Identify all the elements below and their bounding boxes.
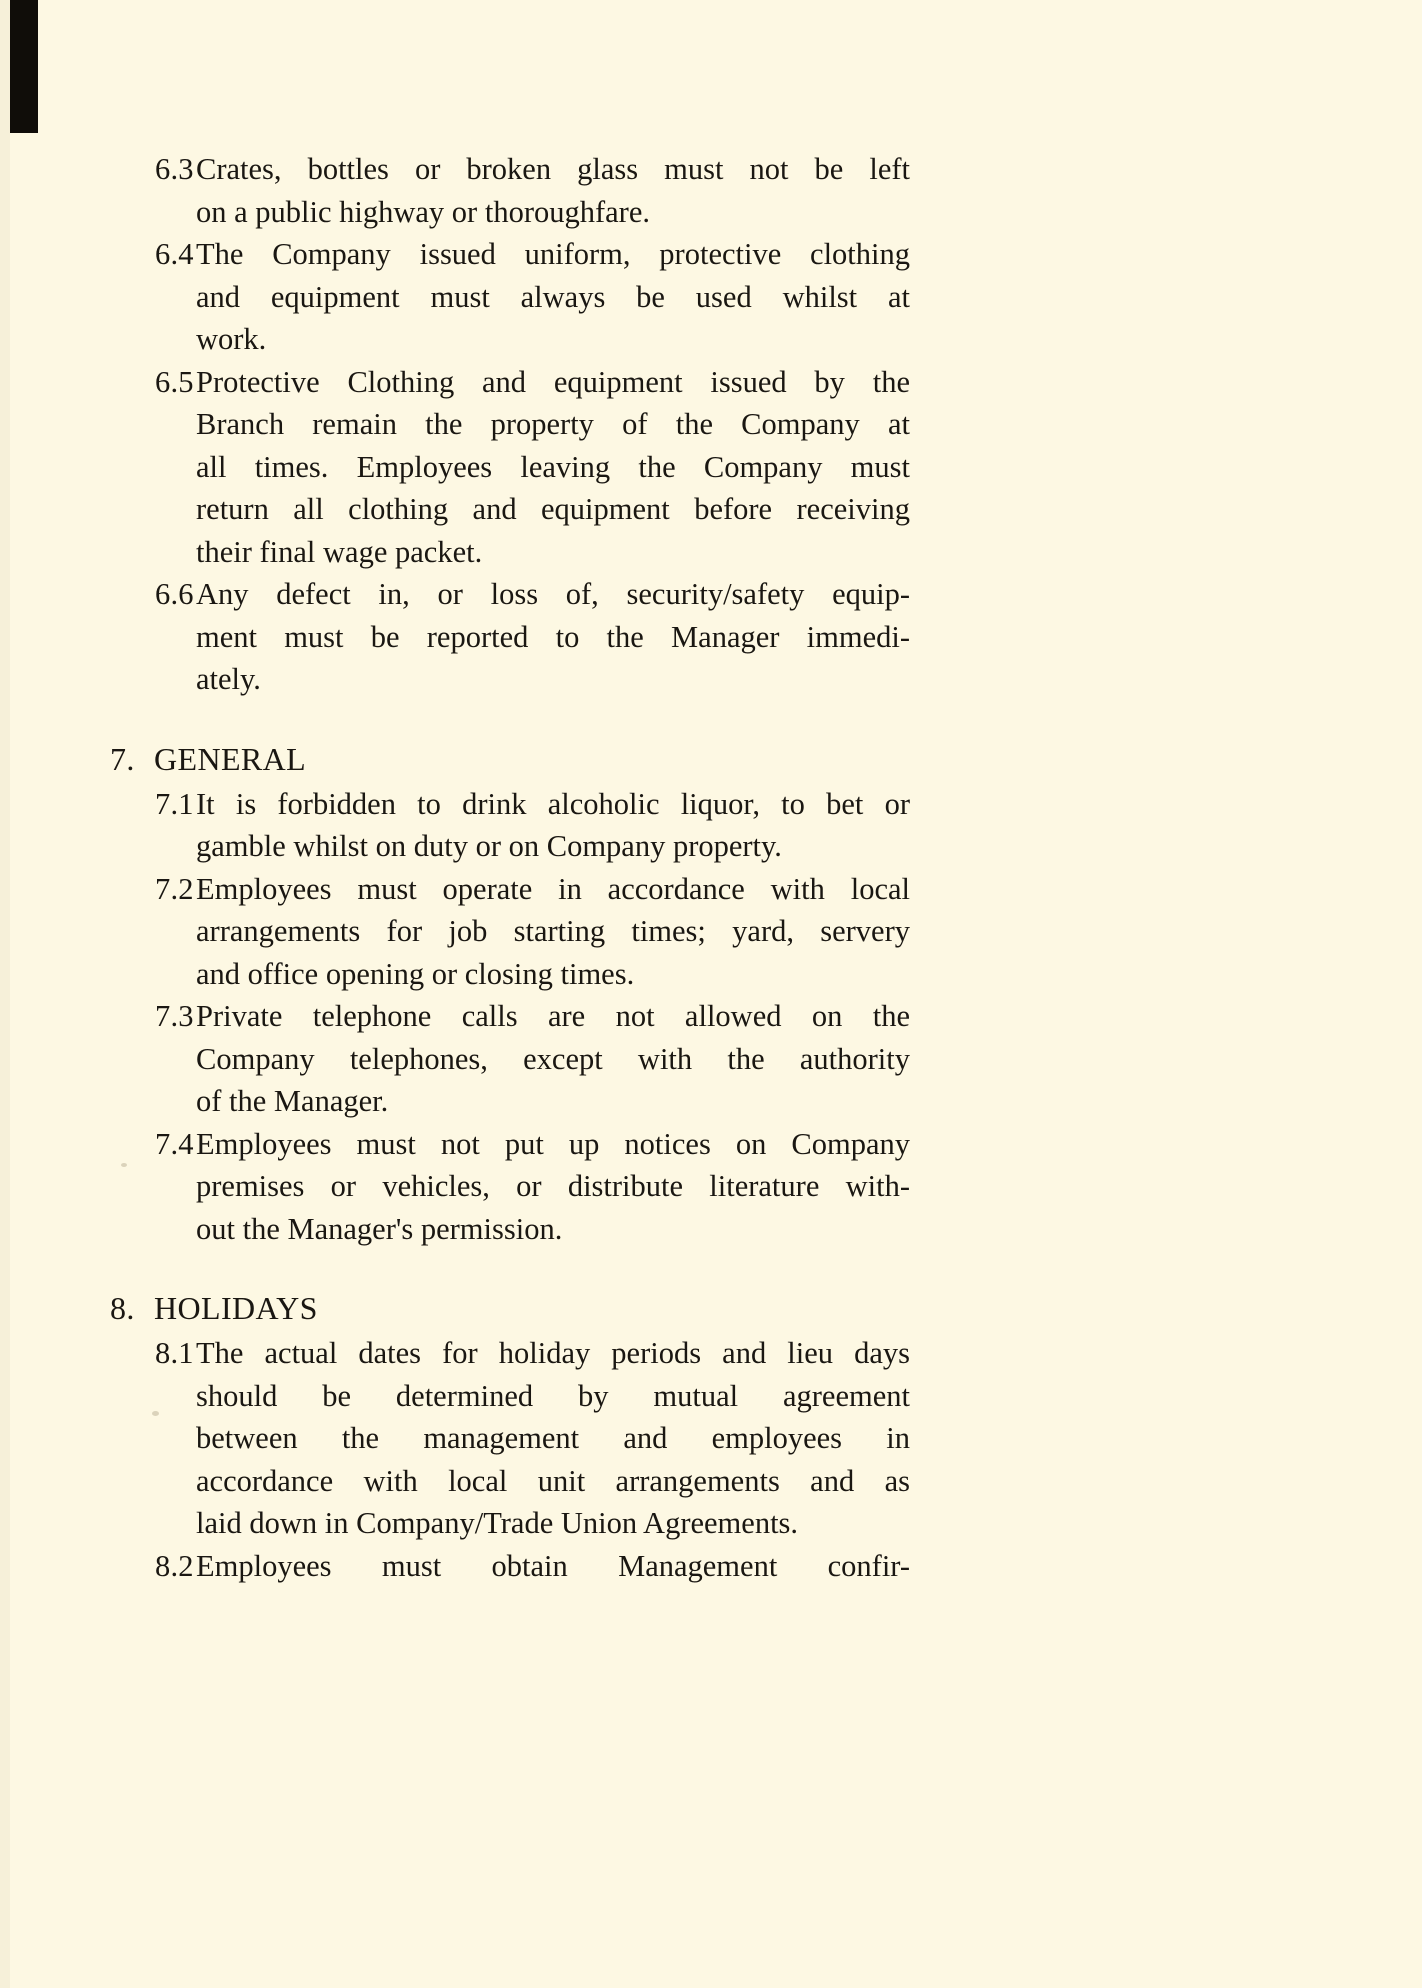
clause-6-6 xyxy=(110,573,910,701)
section-title: GENERAL xyxy=(154,740,307,777)
clause-line: gamble whilst on duty or on Company property. xyxy=(196,829,782,863)
clause-text xyxy=(196,233,910,361)
section-title: HOLIDAYS xyxy=(154,1290,318,1326)
document-body xyxy=(110,148,910,1587)
section-heading-7 xyxy=(110,737,910,781)
clause-text xyxy=(196,995,910,1123)
page-left-margin xyxy=(0,0,10,1988)
clause-line: out the Manager's permission. xyxy=(196,1211,563,1246)
clause-6-3 xyxy=(110,148,910,233)
clause-line: Company telephones, except with the authority xyxy=(196,1041,910,1076)
clause-7-2 xyxy=(110,868,910,996)
clause-line: Employees must operate in accordance with local xyxy=(196,871,910,906)
clause-line: work. xyxy=(196,322,267,356)
clause-line: Employees must not put up notices on Company xyxy=(196,1126,910,1161)
section-number: 8. xyxy=(110,1290,135,1326)
clause-line: return all clothing and equipment before receiving xyxy=(196,492,910,526)
section-heading-8 xyxy=(110,1286,910,1330)
clause-text xyxy=(196,868,910,996)
clause-line: should be determined by mutual agreement xyxy=(196,1378,910,1413)
clause-line: Private telephone calls are not allowed on the xyxy=(196,999,910,1033)
clause-line: ment must be reported to the Manager immedi- xyxy=(196,619,910,654)
clause-line: It is forbidden to drink alcoholic liquor, to bet or xyxy=(196,786,910,821)
clause-text xyxy=(196,361,910,574)
clause-line: on a public highway or thoroughfare. xyxy=(196,194,650,229)
clause-text xyxy=(196,783,910,868)
clause-line: Branch remain the property of the Company at xyxy=(196,407,910,441)
clause-line: of the Manager. xyxy=(196,1084,389,1118)
clause-line: between the management and employees in xyxy=(196,1421,910,1455)
clause-6-4 xyxy=(110,233,910,361)
clause-text xyxy=(196,1332,910,1545)
clause-number: 7.4 xyxy=(155,1126,194,1161)
clause-line: The Company issued uniform, protective clothing xyxy=(196,237,910,271)
clause-number: 6.4 xyxy=(155,237,194,271)
clause-line: and equipment must always be used whilst at xyxy=(196,279,910,314)
clause-text xyxy=(196,573,910,701)
clause-line: Crates, bottles or broken glass must not be left xyxy=(196,152,910,186)
clause-number: 7.2 xyxy=(155,871,194,906)
clause-line: premises or vehicles, or distribute literature with- xyxy=(196,1169,910,1203)
clause-line: Any defect in, or loss of, security/safety equip- xyxy=(196,577,910,611)
clause-6-5 xyxy=(110,361,910,574)
clause-line: all times. Employees leaving the Company must xyxy=(196,449,910,484)
clause-line: Protective Clothing and equipment issued by the xyxy=(196,364,910,399)
clause-text xyxy=(196,1123,910,1251)
clause-8-2 xyxy=(110,1545,910,1588)
clause-line: and office opening or closing times. xyxy=(196,956,635,991)
clause-number: 8.2 xyxy=(155,1548,194,1583)
clause-number: 7.1 xyxy=(155,786,194,821)
clause-line: Employees must obtain Management confir- xyxy=(196,1548,910,1583)
clause-number: 8.1 xyxy=(155,1336,194,1370)
clause-8-1 xyxy=(110,1332,910,1545)
clause-number: 6.5 xyxy=(155,364,194,399)
clause-line: ately. xyxy=(196,662,261,696)
clause-line: The actual dates for holiday periods and lieu days xyxy=(196,1336,910,1370)
clause-number: 6.3 xyxy=(155,152,194,186)
clause-7-3 xyxy=(110,995,910,1123)
clause-number: 7.3 xyxy=(155,999,194,1033)
clause-7-4 xyxy=(110,1123,910,1251)
clause-7-1 xyxy=(110,783,910,868)
clause-text xyxy=(196,148,910,233)
clause-text xyxy=(196,1545,910,1588)
section-number: 7. xyxy=(110,740,135,777)
scan-edge-artifact xyxy=(10,0,38,133)
clause-line: arrangements for job starting times; yard, servery xyxy=(196,914,910,948)
clause-line: their final wage packet. xyxy=(196,534,483,569)
clause-number: 6.6 xyxy=(155,577,194,611)
clause-line: laid down in Company/Trade Union Agreements. xyxy=(196,1506,799,1540)
clause-line: accordance with local unit arrangements and as xyxy=(196,1463,910,1498)
